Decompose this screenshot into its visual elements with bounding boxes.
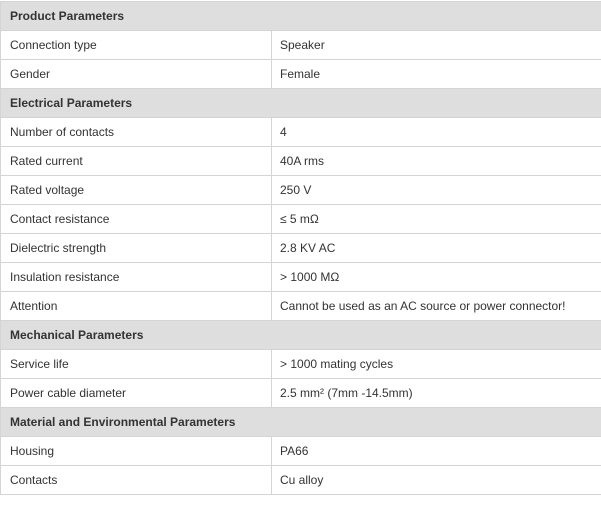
param-value: 250 V [272, 176, 601, 205]
section-header-mechanical [1, 321, 601, 350]
table-row [1, 379, 601, 408]
table-row [1, 31, 601, 60]
table-row [1, 350, 601, 379]
param-value: 4 [272, 118, 601, 147]
table-row [1, 437, 601, 466]
param-label: Rated voltage [1, 176, 272, 205]
param-label: Power cable diameter [1, 379, 272, 408]
parameters-table [0, 1, 601, 495]
table-row [1, 234, 601, 263]
table-row [1, 60, 601, 89]
param-value: 40A rms [272, 147, 601, 176]
section-title: Material and Environmental Parameters [1, 408, 601, 437]
param-value: Female [272, 60, 601, 89]
param-label: Contact resistance [1, 205, 272, 234]
table-row [1, 176, 601, 205]
param-label: Dielectric strength [1, 234, 272, 263]
param-label: Insulation resistance [1, 263, 272, 292]
table-row [1, 263, 601, 292]
table-row [1, 466, 601, 495]
param-label: Housing [1, 437, 272, 466]
table-row [1, 118, 601, 147]
param-value: Cannot be used as an AC source or power connector! [272, 292, 601, 321]
section-title: Product Parameters [1, 2, 601, 31]
param-label: Gender [1, 60, 272, 89]
param-value: Cu alloy [272, 466, 601, 495]
section-header-product [1, 2, 601, 31]
param-label: Rated current [1, 147, 272, 176]
param-value: PA66 [272, 437, 601, 466]
section-title: Mechanical Parameters [1, 321, 601, 350]
param-value: 2.8 KV AC [272, 234, 601, 263]
param-value: > 1000 mating cycles [272, 350, 601, 379]
table-row [1, 205, 601, 234]
param-label: Number of contacts [1, 118, 272, 147]
table-row [1, 292, 601, 321]
section-title: Electrical Parameters [1, 89, 601, 118]
param-label: Contacts [1, 466, 272, 495]
param-value: 2.5 mm² (7mm -14.5mm) [272, 379, 601, 408]
section-header-electrical [1, 89, 601, 118]
section-header-material [1, 408, 601, 437]
table-row [1, 147, 601, 176]
param-value: Speaker [272, 31, 601, 60]
param-value: > 1000 MΩ [272, 263, 601, 292]
param-label: Connection type [1, 31, 272, 60]
param-label: Attention [1, 292, 272, 321]
param-label: Service life [1, 350, 272, 379]
param-value: ≤ 5 mΩ [272, 205, 601, 234]
